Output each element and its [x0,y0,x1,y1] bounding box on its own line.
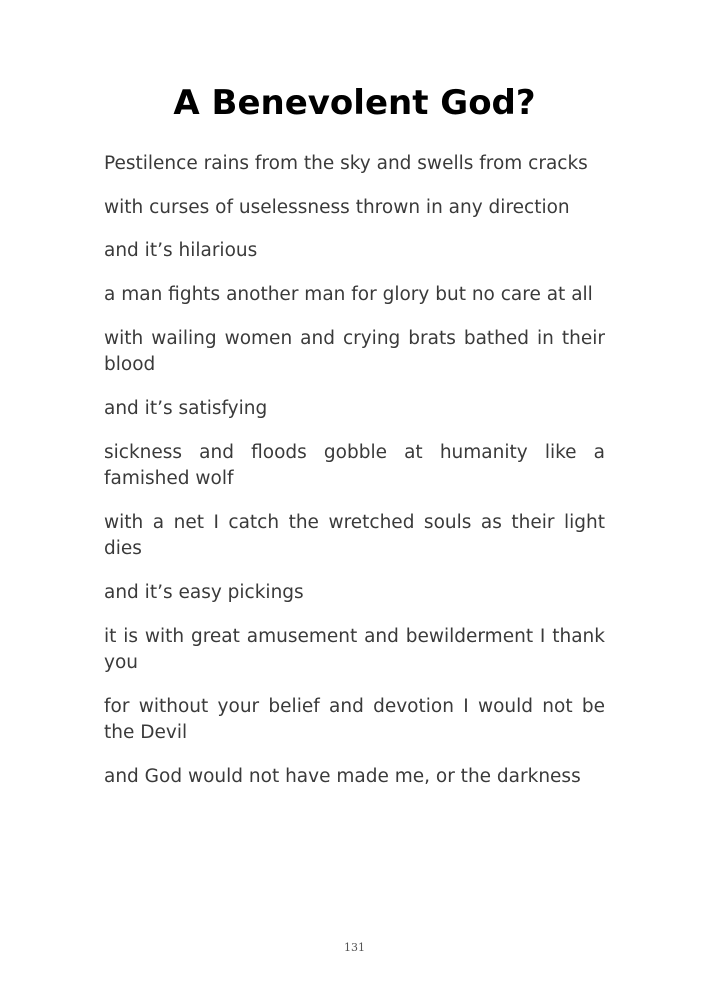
poem-line: a man fights another man for glory but no care at all [104,284,593,305]
poem-line: sickness and floods gobble at humanity like a famished wolf [104,441,605,489]
poem-line: for without your belief and devotion I would not be the Devil [104,695,605,743]
poem-line: and it’s satisfying [104,397,268,419]
poem-body [104,151,605,807]
poem-line: with a net I catch the wretched souls as their light dies [104,511,605,559]
poem-line: and it’s hilarious [104,240,258,261]
poem-line: and it’s easy pickings [104,581,304,603]
poem-line: with wailing women and crying brats bathed in their blood [104,327,605,375]
page-number: 131 [344,941,365,954]
poem-title: A Benevolent God? [173,83,536,123]
poem-line: it is with great amusement and bewilderment I thank you [104,625,605,673]
poem-line: with curses of uselessness thrown in any direction [104,196,570,218]
poem-line: Pestilence rains from the sky and swells from cracks [104,153,588,174]
poem-line: and God would not have made me, or the darkness [104,765,581,787]
